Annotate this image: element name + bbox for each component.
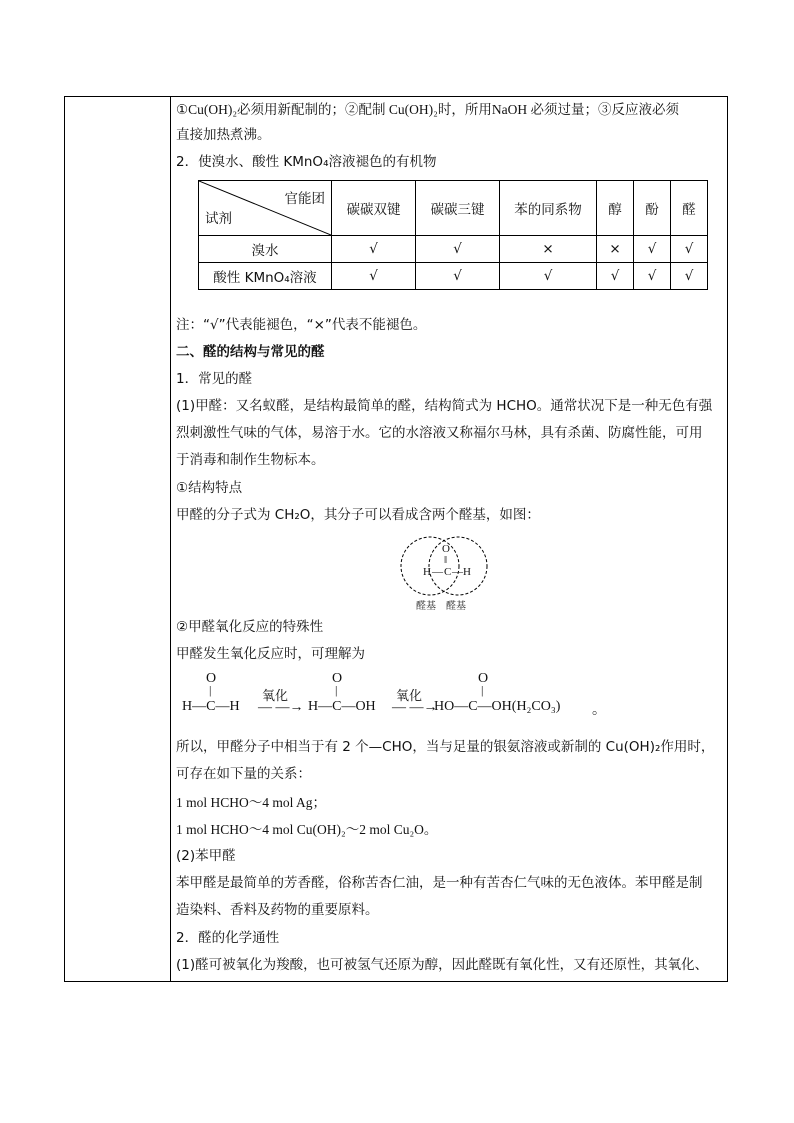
header-functional-group: 官能团 xyxy=(284,191,325,207)
table-cell: √ xyxy=(634,263,671,290)
text-line: 2．使溴水、酸性 KMnO₄溶液褪色的有机物 xyxy=(176,154,437,170)
table-row xyxy=(199,236,708,263)
period: 。 xyxy=(592,703,606,718)
carbonyl-o: O xyxy=(478,671,489,686)
label-aldehyde-left: 醛基 xyxy=(416,601,436,612)
table-cell: √ xyxy=(671,263,708,290)
text-line: 于消毒和制作生物标本。 xyxy=(176,452,325,468)
atom-o: O xyxy=(442,543,450,555)
reagent-cell: 溴水 xyxy=(199,236,332,263)
column-header: 碳碳双键 xyxy=(332,181,416,236)
table-cell: √ xyxy=(332,236,416,263)
column-header: 醇 xyxy=(597,181,634,236)
arrow-label: 氧化 xyxy=(396,689,423,704)
table-cell: √ xyxy=(597,263,634,290)
main-table-frame xyxy=(64,96,728,982)
relation-line: 1 mol HCHO～4 mol Ag； xyxy=(176,795,327,810)
subsection-heading: (2)苯甲醛 xyxy=(176,848,236,864)
formaldehyde-structure-diagram: O ‖ H — C — H 醛基 醛基 xyxy=(396,533,516,613)
header-reagent: 试剂 xyxy=(205,211,232,227)
section-heading: 二、醛的结构与常见的醛 xyxy=(176,344,325,360)
carbonyl-o: O xyxy=(332,671,343,686)
table-row xyxy=(199,263,708,290)
table-cell: × xyxy=(500,236,597,263)
column-header: 碳碳三键 xyxy=(416,181,500,236)
column-header: 苯的同系物 xyxy=(500,181,597,236)
formic-acid: H—C—OH xyxy=(308,699,376,714)
diagonal-header-cell xyxy=(199,181,332,236)
table-cell: √ xyxy=(416,263,500,290)
arrow-label: 氧化 xyxy=(262,689,289,704)
table-cell: √ xyxy=(416,236,500,263)
text-line: (1)醛可被氧化为羧酸，也可被氢气还原为醇，因此醛既有氧化性，又有还原性，其氧化、 xyxy=(176,957,709,973)
carbonyl-o: O xyxy=(206,671,217,686)
text-line: ①Cu(OH)₂必须用新配制的；②配制 Cu(OH)₂时，所用NaOH 必须过量；③反应液必须 xyxy=(176,102,679,117)
atom-h-right: H xyxy=(463,566,471,578)
subsection-heading: ②甲醛氧化反应的特殊性 xyxy=(176,619,324,635)
subsection-heading: ①结构特点 xyxy=(176,480,243,496)
text-line: 甲醛的分子式为 CH₂O，其分子可以看成含两个醛基，如图： xyxy=(176,507,540,523)
text-line: 苯甲醛是最简单的芳香醛，俗称苦杏仁油，是一种有苦杏仁气味的无色液体。苯甲醛是制 xyxy=(176,875,703,891)
methanal: H—C—H xyxy=(182,699,240,714)
text-line: 烈刺激性气味的气体，易溶于水。它的水溶液又称福尔马林，具有杀菌、防腐性能，可用 xyxy=(176,425,703,441)
table-note: 注：“√”代表能褪色，“×”代表不能褪色。 xyxy=(176,317,427,333)
text-line: 所以，甲醛分子中相当于有 2 个—CHO，当与足量的银氨溶液或新制的 Cu(OH)₂作用时， xyxy=(176,739,715,755)
text-line: 直接加热煮沸。 xyxy=(176,127,271,143)
reagent-cell: 酸性 KMnO₄溶液 xyxy=(199,263,332,290)
subsection-heading: 1．常见的醛 xyxy=(176,371,253,387)
table-cell: √ xyxy=(332,263,416,290)
atom-c: C xyxy=(444,566,452,578)
double-bond: ‖ xyxy=(444,554,448,566)
table-cell: × xyxy=(597,236,634,263)
table-cell: √ xyxy=(671,236,708,263)
subsection-heading: 2．醛的化学通性 xyxy=(176,930,280,946)
relation-line: 1 mol HCHO～4 mol Cu(OH)₂～2 mol Cu₂O。 xyxy=(176,822,438,837)
atom-h-left: H xyxy=(423,566,431,578)
table-cell: √ xyxy=(634,236,671,263)
left-column xyxy=(65,97,171,981)
text-line: 甲醛发生氧化反应时，可理解为 xyxy=(176,646,365,662)
label-aldehyde-right: 醛基 xyxy=(446,601,466,612)
text-line: 造染料、香料及药物的重要原料。 xyxy=(176,902,379,918)
decolor-table xyxy=(198,180,708,290)
column-header: 酚 xyxy=(634,181,671,236)
oxidation-reaction: O | H—C—H 氧化 — —→ O | H—C—OH 氧化 — —→ O | HO—C—OH(H₂CO₃) 。 xyxy=(182,671,606,718)
column-header: 醛 xyxy=(671,181,708,236)
text-line: (1)甲醛：又名蚁醛，是结构最简单的醛，结构简式为 HCHO。通常状况下是一种无色有强 xyxy=(176,398,713,414)
carbonic-acid: HO—C—OH(H₂CO₃) xyxy=(434,699,561,714)
text-line: 可存在如下量的关系： xyxy=(176,766,311,782)
table-cell: √ xyxy=(500,263,597,290)
